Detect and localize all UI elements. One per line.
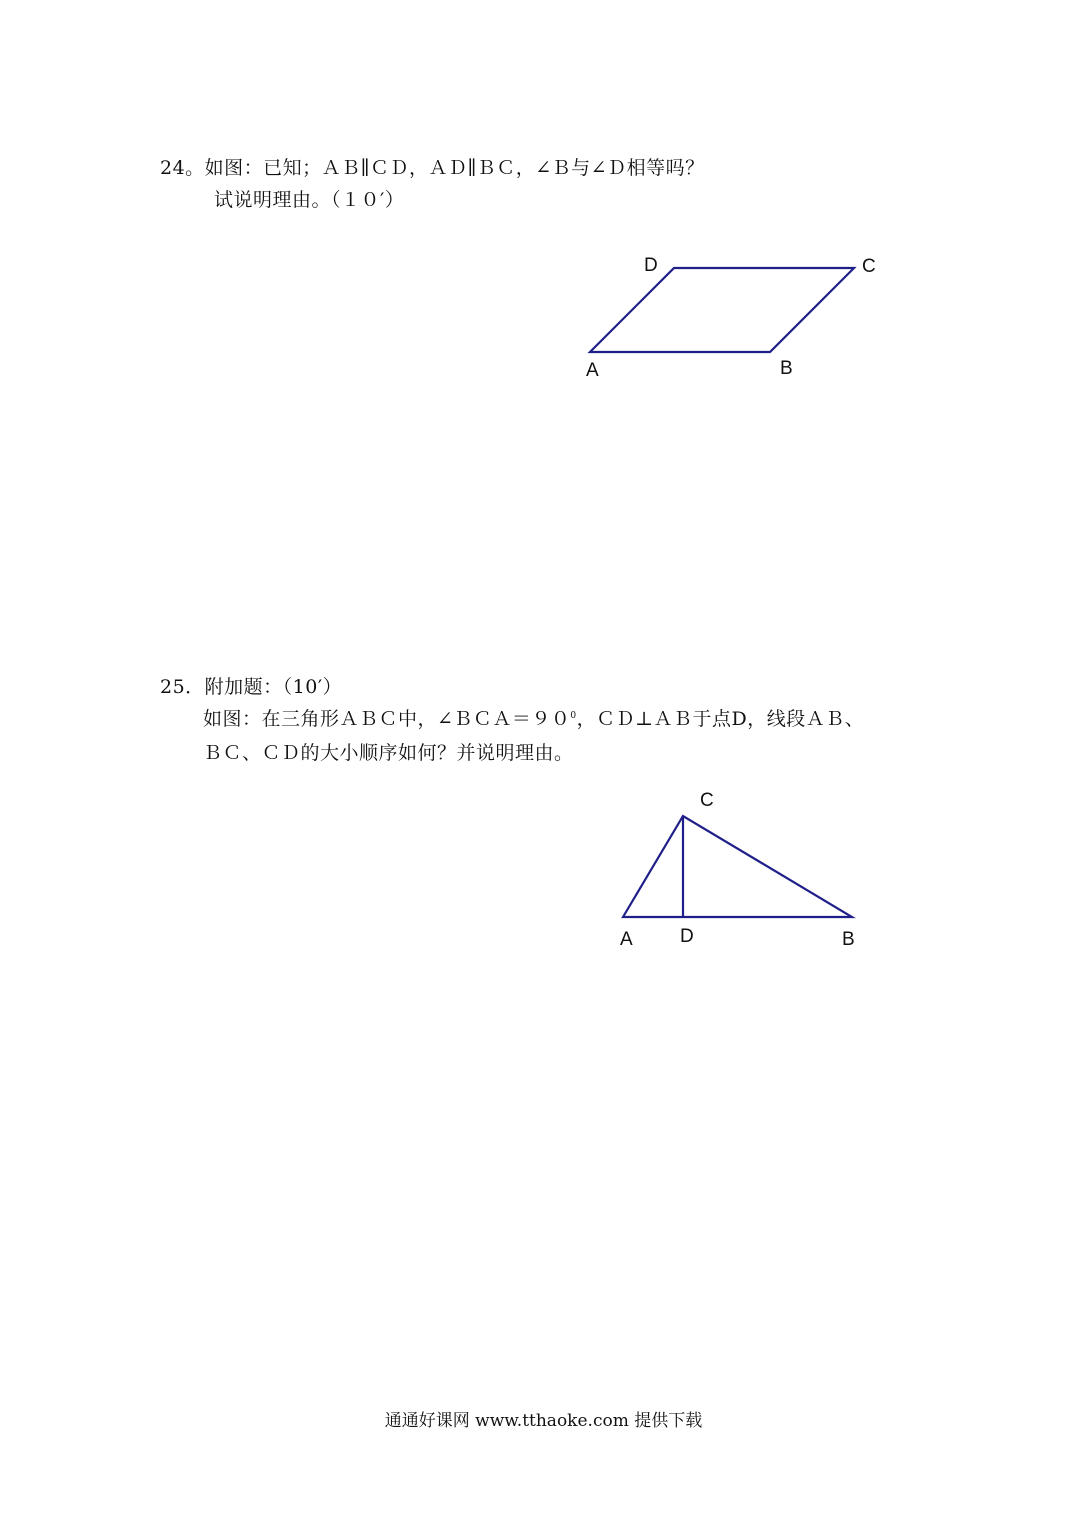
- parallelogram-abcd: [590, 268, 854, 352]
- q25-vertex-label-a: A: [620, 929, 633, 950]
- q24-prompt-line-2: 试说明理由。（１０′）: [214, 189, 405, 211]
- q25-prompt-text: 如图：在三角形ＡＢＣ中，∠ＢＣＡ＝９０: [203, 708, 571, 730]
- q25-vertex-label-d: D: [680, 926, 694, 947]
- q25-prompt-line-2: ＢＣ、ＣＤ的大小顺序如何？并说明理由。: [203, 742, 574, 764]
- q25-degree-superscript: 0: [570, 711, 577, 721]
- q24-vertex-label-a: A: [586, 360, 599, 381]
- q25-title: 25．附加题：（10′）: [160, 676, 343, 698]
- q24-vertex-label-b: B: [780, 358, 793, 379]
- page-footer: 通通好课网 www.tthaoke.com 提供下载: [384, 1411, 703, 1431]
- q24-prompt-line-1: 24。如图：已知；ＡＢ∥ＣＤ，ＡＤ∥ＢＣ，∠Ｂ与∠Ｄ相等吗？: [160, 157, 705, 179]
- q25-triangle-figure: [600, 780, 880, 960]
- q24-parallelogram-figure: [570, 245, 900, 395]
- q24-vertex-label-d: D: [644, 255, 658, 276]
- q25-prompt-line-1: [203, 707, 864, 731]
- q25-vertex-label-b: B: [842, 929, 855, 950]
- q25-prompt-text-cont: ，ＣＤ⊥ＡＢ于点D，线段ＡＢ、: [576, 708, 865, 730]
- q24-vertex-label-c: C: [862, 256, 876, 277]
- q25-vertex-label-c: C: [700, 790, 714, 811]
- triangle-abc: [623, 816, 852, 917]
